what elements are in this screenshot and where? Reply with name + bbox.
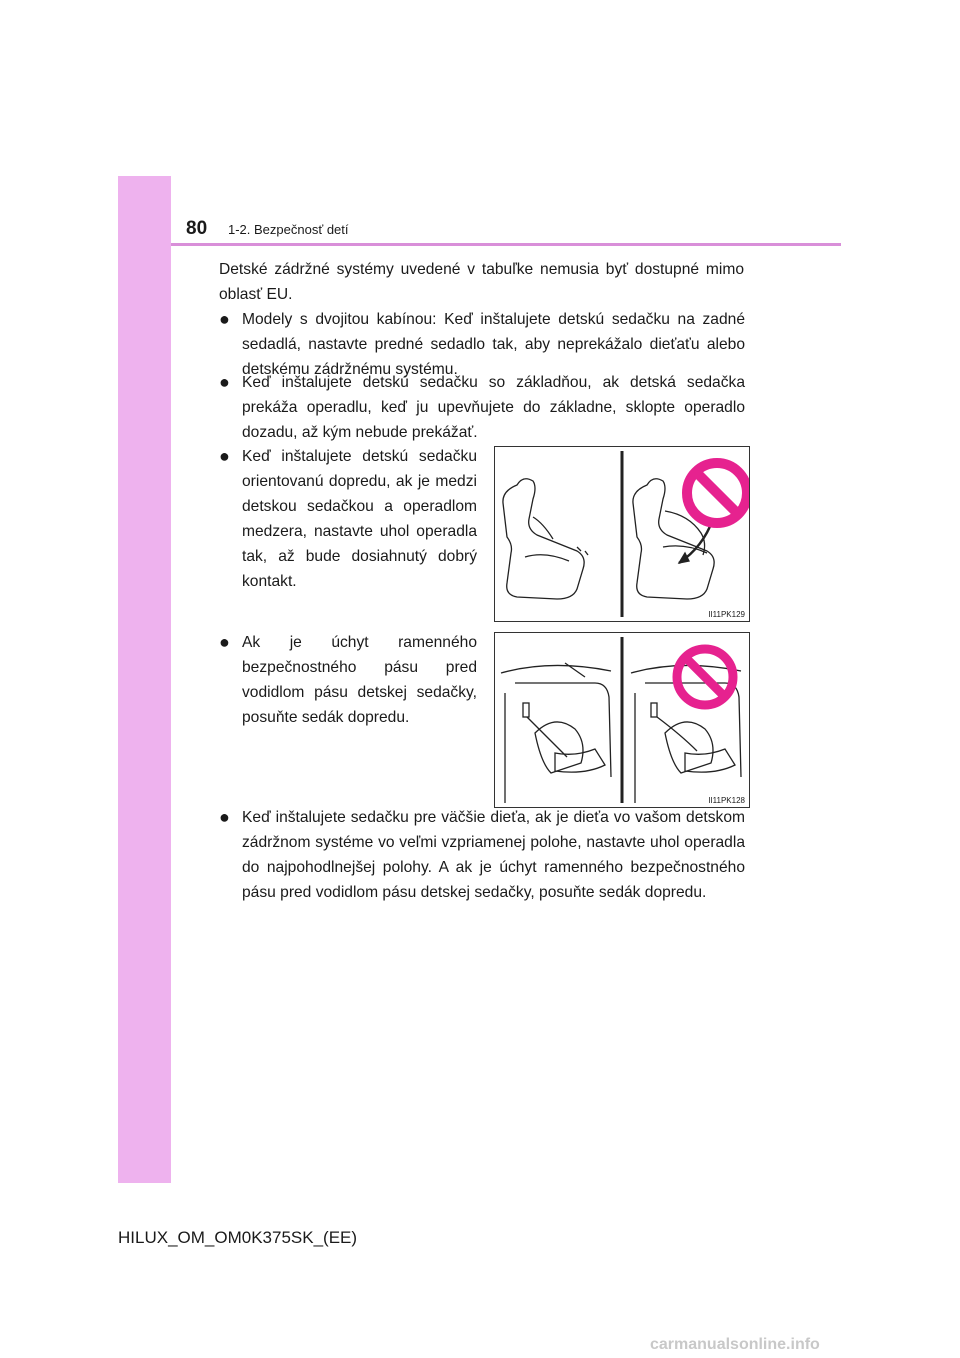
intro-paragraph: Detské zádržné systémy uvedené v tabuľke nemusia byť dostupné mimo oblasť EU. — [219, 261, 744, 303]
bullet-icon: ● — [219, 309, 230, 329]
bullet-icon: ● — [219, 632, 230, 652]
bullet-text: Keď inštalujete sedačku pre väčšie dieťa, ak je dieťa vo vašom detskom zádržnom systéme vo veľmi vzpriamenej polohe, nastavte uhol operadla do najpohodlnejšej polohy. A ak je úchyt ramenného bezpečnostného pásu pred vodidlom pásu detskej sedačky, posuňte sedák dopredu. — [242, 809, 745, 901]
side-tab — [118, 176, 171, 1183]
document-id: HILUX_OM_OM0K375SK_(EE) — [118, 1228, 358, 1247]
header-divider — [171, 243, 841, 246]
belt-anchor-illustration — [494, 632, 750, 808]
prohibited-icon — [687, 463, 747, 523]
bullet-icon: ● — [219, 807, 230, 827]
bullet-text: Keď inštalujete detskú sedačku orientovanú dopredu, ak je medzi detskou sedačkou a operadlom medzera, nastavte uhol operadla tak, až bude dosiahnutý dobrý kontakt. — [242, 448, 477, 590]
bullet-text: Keď inštalujete detskú sedačku so základňou, ak detská sedačka prekáža operadlu, keď ju upevňujete do základne, sklopte operadlo dozadu, až kým nebude prekážať. — [242, 374, 745, 441]
bullet-icon: ● — [219, 372, 230, 392]
figure-code: II11PK128 — [708, 796, 745, 805]
seat-gap-illustration — [494, 446, 750, 622]
bullet-icon: ● — [219, 446, 230, 466]
car-interior-illustration — [495, 633, 749, 807]
bullet-text: Ak je úchyt ramenného bezpečnostného pásu pred vodidlom pásu detskej sedačky, posuňte sedák dopredu. — [242, 634, 477, 726]
watermark: carmanualsonline.info — [650, 1336, 820, 1353]
seat-illustration — [495, 447, 749, 621]
bullet-text: Modely s dvojitou kabínou: Keď inštalujete detskú sedačku na zadné sedadlá, nastavte predné sedadlo tak, aby neprekážalo dieťaťu alebo detskému zádržnému systému. — [242, 311, 745, 378]
figure-code: II11PK129 — [708, 610, 745, 619]
prohibited-icon — [677, 649, 733, 705]
section-title: 1-2. Bezpečnosť detí — [228, 222, 349, 237]
page-number: 80 — [186, 218, 208, 239]
